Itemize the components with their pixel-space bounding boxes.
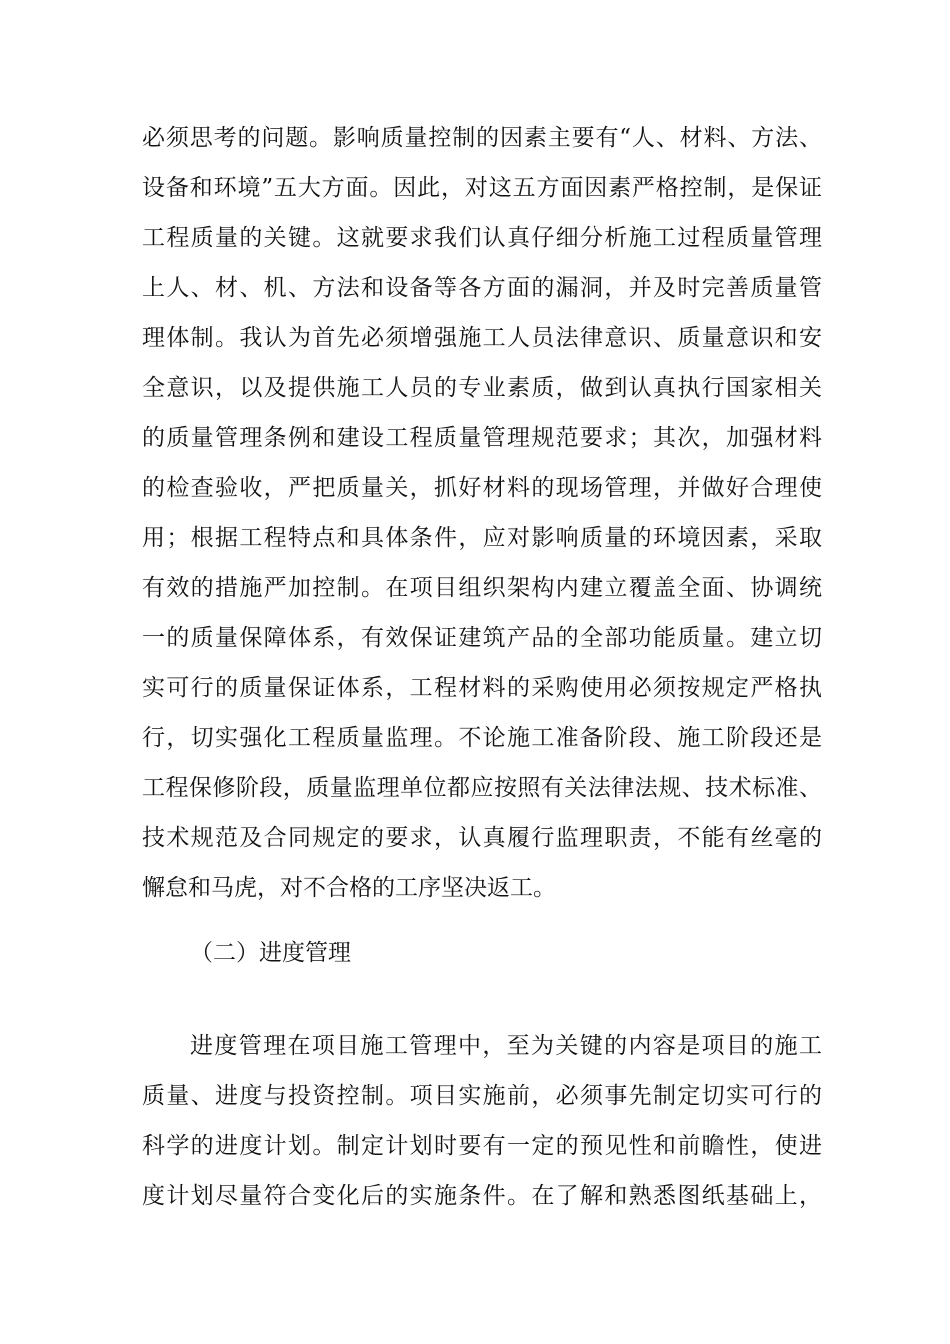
text-line: 用；根据工程特点和具体条件，应对影响质量的环境因素，采取 <box>142 525 822 551</box>
section-heading: （二）进度管理 <box>190 940 351 966</box>
text-line: 度计划尽量符合变化后的实施条件。在了解和熟悉图纸基础上， <box>142 1183 822 1209</box>
text-line: 一的质量保障体系，有效保证建筑产品的全部功能质量。建立切 <box>142 625 822 651</box>
text-line: 设备和环境”五大方面。因此，对这五方面因素严格控制，是保证 <box>142 175 822 201</box>
text-line: 全意识，以及提供施工人员的专业素质，做到认真执行国家相关 <box>142 375 822 401</box>
section-heading-progress <box>142 928 822 978</box>
text-line: 质量、进度与投资控制。项目实施前，必须事先制定切实可行的 <box>142 1083 822 1109</box>
text-line: 的检查验收，严把质量关，抓好材料的现场管理，并做好合理使 <box>142 475 822 501</box>
text-line: 实可行的质量保证体系，工程材料的采购使用必须按规定严格执 <box>142 675 822 701</box>
text-line: 的质量管理条例和建设工程质量管理规范要求；其次，加强材料 <box>142 425 822 451</box>
text-line: 有效的措施严加控制。在项目组织架构内建立覆盖全面、协调统 <box>142 575 822 601</box>
text-line: 工程保修阶段，质量监理单位都应按照有关法律法规、技术标准、 <box>142 775 822 801</box>
paragraph-progress-management <box>142 1021 822 1221</box>
paragraph-quality-control <box>142 113 822 913</box>
text-line: 科学的进度计划。制定计划时要有一定的预见性和前瞻性，使进 <box>142 1133 822 1159</box>
text-line: 理体制。我认为首先必须增强施工人员法律意识、质量意识和安 <box>142 325 822 351</box>
text-line: 工程质量的关键。这就要求我们认真仔细分析施工过程质量管理 <box>142 225 822 251</box>
text-line: 技术规范及合同规定的要求，认真履行监理职责，不能有丝毫的 <box>142 825 822 851</box>
text-line: 懈怠和马虎，对不合格的工序坚决返工。 <box>142 875 556 901</box>
text-line: 进度管理在项目施工管理中，至为关键的内容是项目的施工 <box>190 1033 822 1059</box>
text-line: 必须思考的问题。影响质量控制的因素主要有“人、材料、方法、 <box>142 125 822 151</box>
text-line: 上人、材、机、方法和设备等各方面的漏洞，并及时完善质量管 <box>142 275 822 301</box>
text-line: 行，切实强化工程质量监理。不论施工准备阶段、施工阶段还是 <box>142 725 822 751</box>
